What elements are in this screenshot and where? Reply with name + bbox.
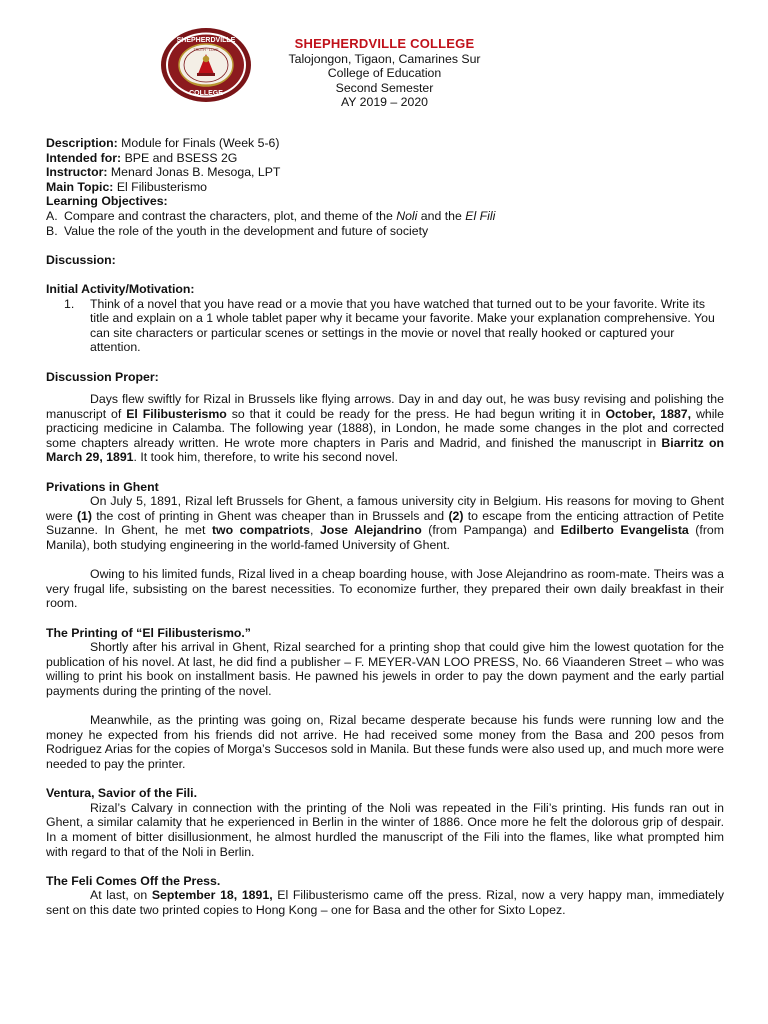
activity-item-number: 1. [64, 296, 75, 311]
initial-activity-heading: Initial Activity/Motivation: [46, 281, 195, 296]
objective-a-text [64, 209, 495, 224]
description-label: Description: [46, 136, 118, 150]
description-row [46, 136, 724, 151]
feli-heading: The Feli Comes Off the Press. [46, 873, 221, 888]
activity-item-1 [46, 297, 724, 355]
p7-text-c: El Filibusterismo came off the press. Rizal, now a very happy man, immediately sent on this date two printed copies to Hong Kong – one for Basa and the other for Sixto Lopez. [46, 888, 724, 917]
objective-a-pre: Compare and contrast the characters, plot, and theme of the [64, 208, 397, 223]
p1-bold-title: El Filibusterismo [126, 406, 227, 421]
topic-value: El Filibusterismo [116, 179, 208, 194]
topic-label: Main Topic: [46, 179, 114, 194]
p2-text-g: , [310, 523, 320, 538]
objective-a-noli: Noli [396, 208, 418, 223]
seal-motto: TRUTH · LOVE [193, 48, 219, 52]
paragraph-ghent [46, 494, 724, 552]
discussion-heading: Discussion: [46, 252, 116, 267]
intended-row [46, 151, 724, 166]
college-department: College of Education [327, 66, 442, 81]
objective-a-letter: A. [46, 208, 58, 223]
p2-bold-evangelista: Edilberto Evangelista [560, 523, 689, 538]
objective-a-fili: El Fili [465, 208, 496, 223]
p7-text-a: At last, on [90, 888, 152, 903]
objective-b-text: Value the role of the youth in the development and future of society [64, 223, 429, 238]
description-value: Module for Finals (Week 5-6) [121, 136, 280, 150]
p1-text-g: . It took him, therefore, to write his second novel. [133, 450, 399, 465]
p1-bold-place: Biarritz on March 29, 1891 [46, 435, 724, 465]
p2-bold-1: (1) [76, 508, 92, 523]
college-name: SHEPHERDVILLE COLLEGE [294, 36, 475, 51]
semester: Second Semester [335, 80, 434, 95]
paragraph-printing: Shortly after his arrival in Ghent, Rizal searched for a printing shop that could give him the lowest quotation for the publication of his novel. At last, he did find a publisher – F. MEYER-VAN LOO PRESS, No. 66 Viaanderen Street – who was willing to print his book on installment basis. He pawned his jewels in order to pay the down payment and the early partial payments during the printing of the novel. [46, 640, 724, 698]
p1-bold-date: October, 1887, [605, 406, 692, 421]
p1-text-a: Days flew swiftly for Rizal in Brussels like flying arrows. Day in and day out, he was busy revising and polishing the manuscript of [46, 392, 724, 421]
objective-b [46, 224, 724, 239]
printing-heading: The Printing of “El Filibusterismo.” [46, 625, 251, 640]
p2-text-k: (from Manila), both studying engineering in the world-famed University of Ghent. [46, 523, 724, 553]
instructor-value: Menard Jonas B. Mesoga, LPT [110, 165, 281, 180]
discussion-proper-heading: Discussion Proper: [46, 369, 159, 384]
instructor-label: Instructor: [46, 165, 108, 180]
paragraph-off-press [46, 888, 724, 917]
seal-text-top: SHEPHERDVILLE [176, 37, 236, 44]
ventura-heading: Ventura, Savior of the Fili. [46, 786, 198, 801]
college-seal-logo [160, 26, 252, 104]
academic-year: AY 2019 – 2020 [340, 95, 429, 110]
intended-value: BPE and BSESS 2G [124, 150, 238, 165]
p7-bold-date: September 18, 1891, [151, 888, 273, 903]
activity-item-text: Think of a novel that you have read or a movie that you have watched that turned out to be your favorite. Write its title and explain on a 1 whole tablet paper why it became your favorite. Make your explanation comprehensive. You can site characters or particular scenes or settings in the movie or novel that really hooked or captured your attention. [90, 296, 715, 355]
objective-b-letter: B. [46, 223, 58, 238]
p2-text-a: On July 5, 1891, Rizal left Brussels for Ghent, a famous university city in Belgium. His reasons for moving to Ghent were [46, 494, 724, 523]
p2-text-i: (from Pampanga) and [421, 523, 561, 538]
p1-text-e: while practicing medicine in Calamba. The following year (1888), in London, he made some changes in the plot and corrected some chapters already written. He wrote more chapters in Paris and Madrid, and finished the manuscript in [46, 406, 724, 450]
paragraph-calvary: Rizal’s Calvary in connection with the printing of the Noli was repeated in the Fili’s printing. His funds ran out in Ghent, a similar calamity that he experienced in Berlin in the winter of 1886. Once more he felt the dolorous grip of despair. In a moment of bitter disillusionment, he almost hurdled the manuscript of the Fili into the flames, like what prompted him with regard to that of the Noli in Berlin. [46, 800, 724, 859]
objectives-label: Learning Objectives: [46, 194, 168, 209]
privations-heading: Privations in Ghent [46, 479, 159, 494]
seal-text-bottom: COLLEGE [189, 90, 223, 97]
instructor-row [46, 165, 724, 180]
p1-text-c: so that it could be ready for the press. He had begun writing it in [226, 406, 606, 421]
college-address: Talojongon, Tigaon, Camarines Sur [288, 51, 481, 66]
objective-a-mid: and the [417, 208, 466, 223]
paragraph-boarding: Owing to his limited funds, Rizal lived in a cheap boarding house, with Jose Alejandrino as room-mate. Theirs was a very frugal life, subsisting on the barest necessities. To economize further, they prepared their own daily breakfast in their room. [46, 567, 724, 611]
objective-a [46, 209, 724, 224]
module-content [46, 136, 724, 917]
p2-bold-2: (2) [448, 508, 464, 523]
intended-label: Intended for: [46, 150, 122, 165]
topic-row [46, 180, 724, 195]
paragraph-brussels [46, 392, 724, 465]
paragraph-funds: Meanwhile, as the printing was going on, Rizal became desperate because his funds were running low and the money he expected from his friends did not arrive. He had received some money from the Basa and 200 pesos from Rodriguez Arias for the copies of Morga’s Succesos sold in Manila. But these funds were also used up, and much more were needed to pay the printer. [46, 713, 724, 771]
p2-bold-alejandrino: Jose Alejandrino [319, 523, 422, 538]
p2-text-c: the cost of printing in Ghent was cheaper than in Brussels and [91, 508, 449, 523]
p2-text-e: to escape from the enticing attraction of Petite Suzanne. In Ghent, he met [46, 508, 724, 538]
p2-bold-compatriots: two compatriots [211, 523, 311, 538]
college-header [252, 37, 517, 110]
